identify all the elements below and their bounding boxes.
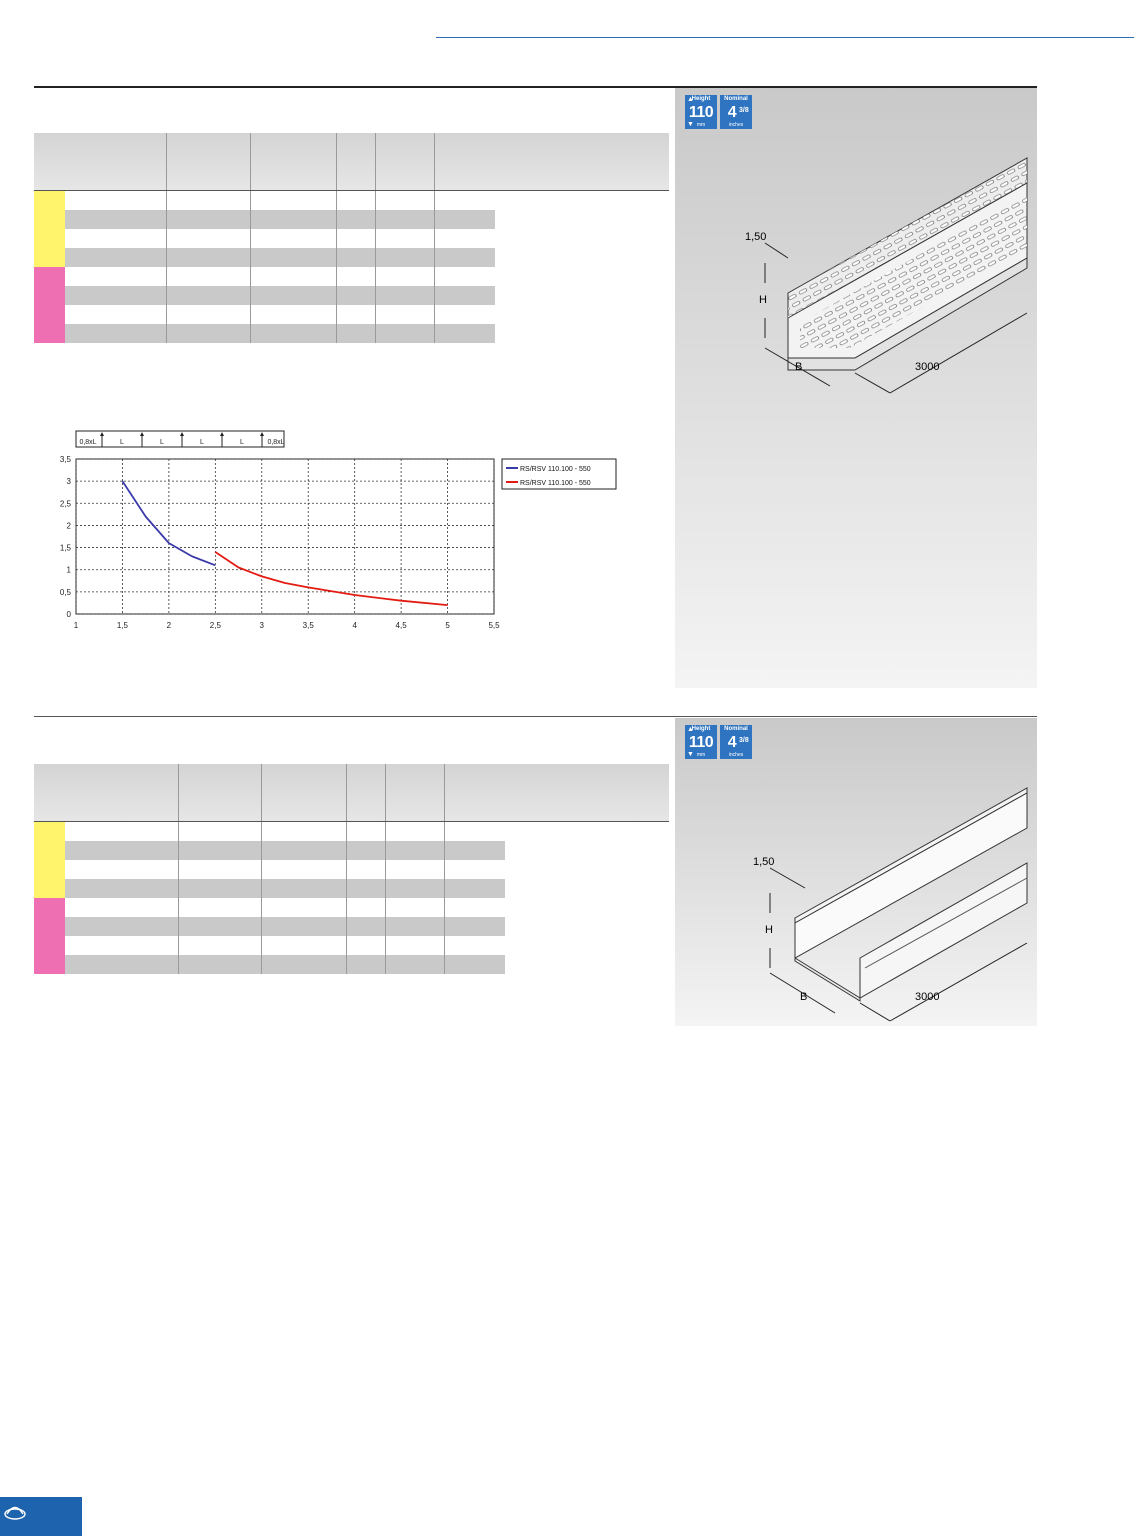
nominal-unit: inches	[728, 752, 744, 758]
span-diagram	[76, 431, 285, 447]
span-label: L	[240, 439, 244, 446]
nominal-fraction: 3/8	[739, 107, 749, 114]
spec-table-1-header	[34, 133, 669, 191]
length-label: 3000	[915, 991, 940, 1003]
color-marker	[34, 286, 65, 306]
badge-group-2	[685, 725, 752, 759]
table-row	[34, 860, 669, 879]
table-row	[34, 286, 669, 305]
table-row	[34, 917, 669, 936]
brand-logo-icon	[2, 1499, 32, 1525]
span-label: L	[120, 439, 124, 446]
table-row	[34, 955, 669, 974]
span-label: 0,8xL	[79, 439, 97, 446]
nominal-value: 4	[727, 734, 737, 751]
table-row	[34, 267, 669, 286]
color-marker	[34, 210, 65, 230]
color-marker	[34, 936, 65, 956]
span-label: L	[160, 439, 164, 446]
height-value: 110	[688, 734, 714, 751]
color-marker	[34, 305, 65, 325]
color-marker	[34, 879, 65, 899]
product-1-illustration-panel	[675, 88, 1037, 688]
header-rule	[436, 37, 1134, 38]
nominal-caption: Nominal	[724, 726, 748, 732]
color-marker	[34, 822, 65, 842]
spec-table-2-header	[34, 764, 669, 822]
height-label: H	[759, 294, 767, 306]
perforated-tray-drawing	[675, 138, 1037, 468]
table-row	[34, 210, 669, 229]
y-tick-label: 2	[66, 521, 71, 531]
span-label: L	[200, 439, 204, 446]
nominal-unit: inches	[728, 122, 744, 128]
load-span-chart-svg	[50, 425, 630, 650]
badge-group-1	[685, 95, 752, 129]
footer-brand-box	[0, 1497, 82, 1536]
height-value: 110	[688, 104, 714, 121]
color-marker	[34, 248, 65, 268]
color-marker	[34, 917, 65, 937]
color-marker	[34, 267, 65, 287]
y-tick-label: 3	[66, 477, 71, 487]
arrow-down-icon: ▼	[687, 121, 694, 128]
x-tick-label: 3,5	[302, 621, 314, 630]
height-label: H	[765, 924, 773, 936]
table-row	[34, 324, 669, 343]
y-tick-label: 3,5	[59, 455, 71, 464]
x-tick-label: 3	[259, 621, 265, 630]
height-unit: mm	[696, 752, 706, 758]
width-label: B	[795, 361, 803, 373]
height-unit: mm	[696, 122, 706, 128]
table-row	[34, 822, 669, 841]
product-2-illustration-panel	[675, 718, 1037, 1026]
arrow-up-icon: ▲	[687, 726, 694, 733]
x-tick-label: 4	[352, 621, 357, 630]
x-tick-label: 5,5	[488, 621, 500, 630]
nominal-caption: Nominal	[724, 96, 748, 102]
table-row	[34, 191, 669, 210]
legend-label: RS/RSV 110.100 - 550	[520, 480, 591, 487]
table-row	[34, 879, 669, 898]
color-marker	[34, 324, 65, 344]
nominal-value: 4	[727, 104, 737, 121]
thickness-label: 1,50	[753, 856, 775, 868]
x-tick-label: 2	[166, 621, 172, 630]
y-tick-label: 2,5	[59, 499, 71, 509]
height-caption: Height	[691, 96, 711, 102]
table-row	[34, 305, 669, 324]
nominal-badge	[720, 725, 752, 759]
table-row	[34, 229, 669, 248]
chart-legend	[502, 459, 616, 489]
length-label: 3000	[915, 361, 940, 373]
color-marker	[34, 955, 65, 975]
table-row	[34, 936, 669, 955]
width-label: B	[800, 991, 808, 1003]
span-label: 0,8xL	[267, 439, 285, 446]
y-tick-label: 0	[66, 610, 71, 619]
x-tick-label: 2,5	[209, 621, 221, 630]
color-marker	[34, 841, 65, 861]
color-marker	[34, 191, 65, 211]
table-row	[34, 841, 669, 860]
arrow-down-icon: ▼	[687, 751, 694, 758]
solid-tray-drawing	[675, 763, 1037, 1023]
x-tick-label: 1	[73, 621, 79, 630]
height-caption: Height	[691, 726, 711, 732]
x-tick-label: 5	[445, 621, 450, 630]
color-marker	[34, 898, 65, 918]
x-tick-label: 1,5	[116, 621, 129, 630]
table-row	[34, 898, 669, 917]
arrow-up-icon: ▲	[687, 96, 694, 103]
x-tick-label: 4,5	[395, 621, 407, 630]
color-marker	[34, 860, 65, 880]
y-tick-label: 0,5	[59, 587, 71, 597]
y-tick-label: 1,5	[59, 543, 71, 553]
thickness-label: 1,50	[745, 231, 767, 243]
section-2-rule	[34, 716, 1037, 717]
table-row	[34, 248, 669, 267]
y-tick-label: 1	[66, 565, 71, 575]
load-span-chart	[50, 425, 630, 650]
color-marker	[34, 229, 65, 249]
nominal-badge	[720, 95, 752, 129]
nominal-fraction: 3/8	[739, 737, 749, 744]
legend-label: RS/RSV 110.100 - 550	[520, 466, 591, 473]
